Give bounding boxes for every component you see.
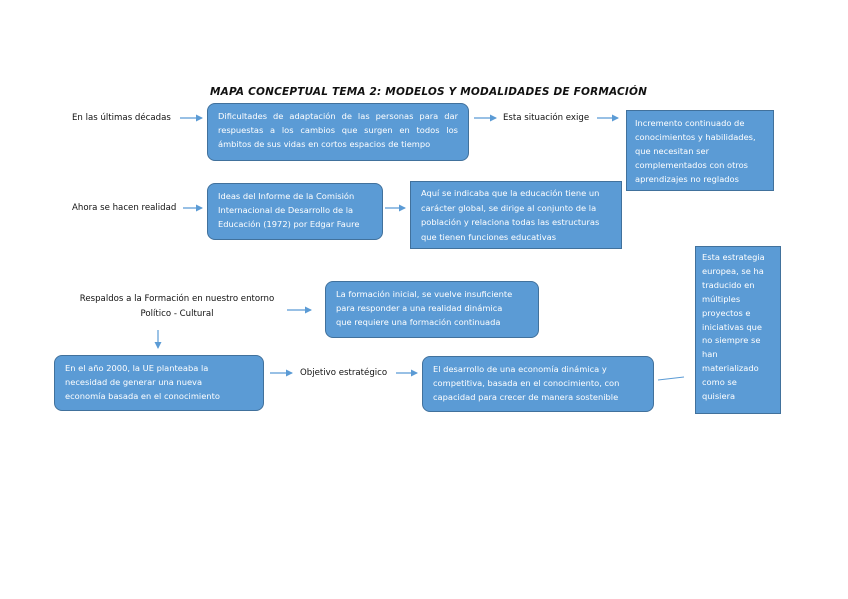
box-line: En el año 2000, la UE planteaba la bbox=[65, 363, 209, 373]
box-line: europea, se ha bbox=[702, 265, 764, 276]
box-line: Esta estrategia bbox=[702, 252, 765, 262]
box-line: para responder a una realidad dinámica bbox=[336, 303, 503, 313]
label-respaldos-line2: Político - Cultural bbox=[140, 309, 214, 319]
label-ultimas-decadas: En las últimas décadas bbox=[72, 113, 171, 123]
box-line: Aquí se indicaba que la educación tiene un bbox=[421, 188, 600, 198]
box-line: no siempre se bbox=[702, 335, 761, 346]
box-line: ámbitos de sus vidas en cortos espacios de tiempo bbox=[218, 139, 431, 149]
box-line: que necesitan ser bbox=[635, 146, 709, 156]
box-line: Incremento continuado de bbox=[635, 118, 745, 128]
box-line: múltiples bbox=[702, 293, 741, 304]
box-line: iniciativas que bbox=[702, 321, 762, 332]
box-line: capacidad para crecer de manera sostenible bbox=[433, 392, 619, 402]
box-line: competitiva, basada en el conocimiento, con bbox=[433, 378, 620, 388]
box-line: carácter global, se dirige al conjunto de la bbox=[421, 202, 597, 213]
box-line: economía basada en el conocimiento bbox=[65, 391, 220, 401]
box-line: conocimientos y habilidades, bbox=[635, 132, 756, 142]
box-line: Internacional de Desarrollo de la bbox=[218, 205, 354, 215]
box-line: Educación (1972) por Edgar Faure bbox=[218, 219, 360, 229]
box-line: Dificultades de adaptación de las personas para dar bbox=[218, 111, 458, 121]
box-line: complementados con otros bbox=[635, 160, 748, 170]
box-line: que requiere una formación continuada bbox=[336, 317, 501, 327]
box-line: traducido en bbox=[702, 279, 755, 290]
label-situacion-exige: Esta situación exige bbox=[503, 113, 590, 123]
box-line: La formación inicial, se vuelve insuficiente bbox=[336, 289, 513, 299]
box-line: respuestas a los cambios que surgen en todos los bbox=[218, 125, 458, 135]
box-line: aprendizajes no reglados bbox=[635, 174, 739, 184]
label-ahora-realidad: Ahora se hacen realidad bbox=[72, 203, 177, 213]
box-line: han bbox=[702, 349, 718, 360]
label-respaldos-line1: Respaldos a la Formación en nuestro entorno bbox=[79, 294, 275, 304]
label-objetivo: Objetivo estratégico bbox=[300, 368, 388, 378]
box-line: como se bbox=[702, 377, 737, 388]
box-line: necesidad de generar una nueva bbox=[65, 377, 203, 387]
box-line: materializado bbox=[702, 363, 759, 374]
box-line: población y relaciona todas las estructuras bbox=[421, 217, 600, 227]
box-line: El desarrollo de una economía dinámica y bbox=[433, 364, 607, 374]
page-title: MAPA CONCEPTUAL TEMA 2: MODELOS Y MODALIDADES DE FORMACIÓN bbox=[210, 86, 648, 98]
box-line: proyectos e bbox=[702, 307, 751, 318]
box-line: quisiera bbox=[702, 391, 736, 402]
box-line: Ideas del Informe de la Comisión bbox=[218, 191, 355, 201]
connector-desarrollo-estrategia bbox=[658, 377, 684, 380]
box-line: que tienen funciones educativas bbox=[421, 231, 557, 242]
